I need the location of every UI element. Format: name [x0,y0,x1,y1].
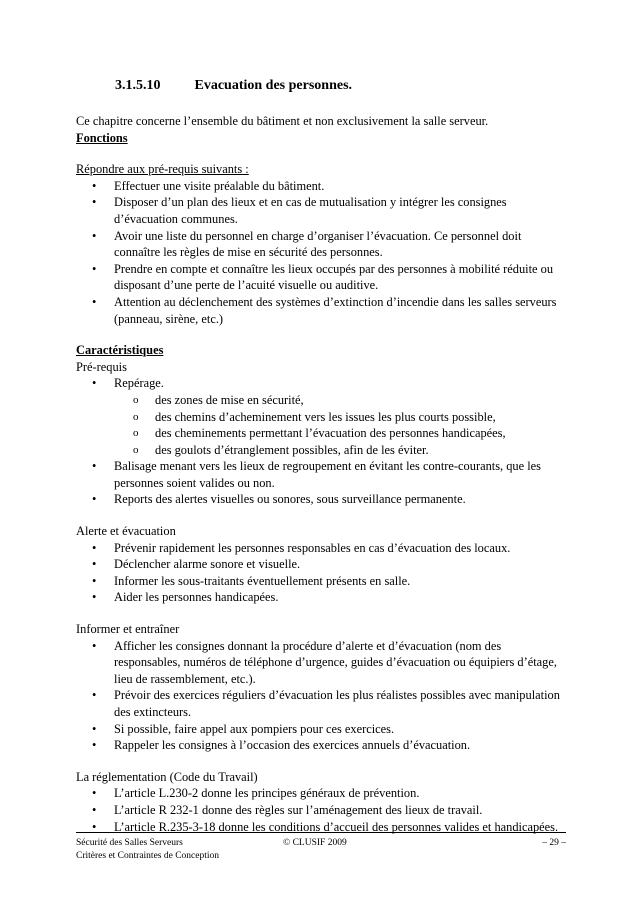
list-item: • Attention au déclenchement des systèmes d’extinction d’incendie dans les salles serveurs (panneau, sirène, etc.) [76,294,566,327]
informer-heading: Informer et entraîner [76,622,180,637]
reperage-sublist [76,392,566,458]
list-item: • Rappeler les consignes à l’occasion des exercices annuels d’évacuation. [76,737,566,754]
footer-copyright: © CLUSIF 2009 [283,838,347,848]
fonctions-lead: Répondre aux pré-requis suivants : [76,162,249,177]
page-number: – 29 – [542,838,566,848]
content [76,113,566,835]
sublist-item: o des chemins d’acheminement vers les issues les plus courts possible, [76,409,566,426]
sublist-item: o des zones de mise en sécurité, [76,392,566,409]
fonctions-heading: Fonctions [76,130,128,145]
list-item: • Déclencher alarme sonore et visuelle. [76,556,566,573]
list-item: • Prendre en compte et connaître les lieux occupés par des personnes à mobilité réduite ou disposant d’une perte de l’acuité visuelle ou auditive. [76,261,566,294]
alerte-list [76,540,566,606]
section-heading [115,78,352,95]
footer-doc-subtitle: Critères et Contraintes de Conception [76,851,219,861]
reglementation-heading: La réglementation (Code du Travail) [76,769,258,784]
list-item: • Avoir une liste du personnel en charge d’organiser l’évacuation. Ce personnel doit connaître les règles de mise en sécurité des personnes. [76,228,566,261]
intro-text: Ce chapitre concerne l’ensemble du bâtiment et non exclusivement la salle serveur. [76,114,489,128]
list-item: • Balisage menant vers les lieux de regroupement en évitant les contre-courants, que les personnes soient valides ou non. [76,458,566,491]
informer-list [76,638,566,754]
list-item: • Reports des alertes visuelles ou sonores, sous surveillance permanente. [76,491,566,508]
list-item: • L’article R.235-3-18 donne les conditions d’accueil des personnes valides et handicapées. [76,819,566,836]
list-item [76,375,566,392]
list-item: • L’article R 232-1 donne des règles sur l’aménagement des lieux de travail. [76,802,566,819]
caracteristiques-list [76,375,566,392]
section-title: Evacuation des personnes. [194,78,353,93]
footer-doc-title: Sécurité des Salles Serveurs [76,838,183,848]
list-item: • L’article L.230-2 donne les principes généraux de prévention. [76,785,566,802]
reglementation-list [76,785,566,835]
list-item: • Si possible, faire appel aux pompiers pour ces exercices. [76,721,566,738]
list-item: • Disposer d’un plan des lieux et en cas de mutualisation y intégrer les consignes d’évacuation communes. [76,194,566,227]
footer-left [76,837,219,863]
list-item: • Informer les sous-traitants éventuellement présents en salle. [76,573,566,590]
page-footer [76,832,566,861]
list-item: • Afficher les consignes donnant la procédure d’alerte et d’évacuation (nom des responsables, numéros de téléphone d’urgence, guides d’évacuation ou équipiers d’étage, lieu de rassemblement, etc.). [76,638,566,688]
list-item: • Effectuer une visite préalable du bâtiment. [76,178,566,195]
list-item: • Aider les personnes handicapées. [76,589,566,606]
prerequis-label: Pré-requis [76,359,127,374]
caracteristiques-heading: Caractéristiques [76,343,164,358]
fonctions-list [76,178,566,327]
sublist-item: o des goulots d’étranglement possibles, afin de les éviter. [76,442,566,459]
alerte-heading: Alerte et évacuation [76,524,176,539]
section-number: 3.1.5.10 [115,78,161,93]
caracteristiques-list-2 [76,458,566,508]
list-item: • Prévoir des exercices réguliers d’évacuation les plus réalistes possibles avec manipulation des extincteurs. [76,687,566,720]
sublist-item: o des cheminements permettant l’évacuation des personnes handicapées, [76,425,566,442]
list-item: • Prévenir rapidement les personnes responsables en cas d’évacuation des locaux. [76,540,566,557]
reperage-label: Repérage. [114,376,164,391]
